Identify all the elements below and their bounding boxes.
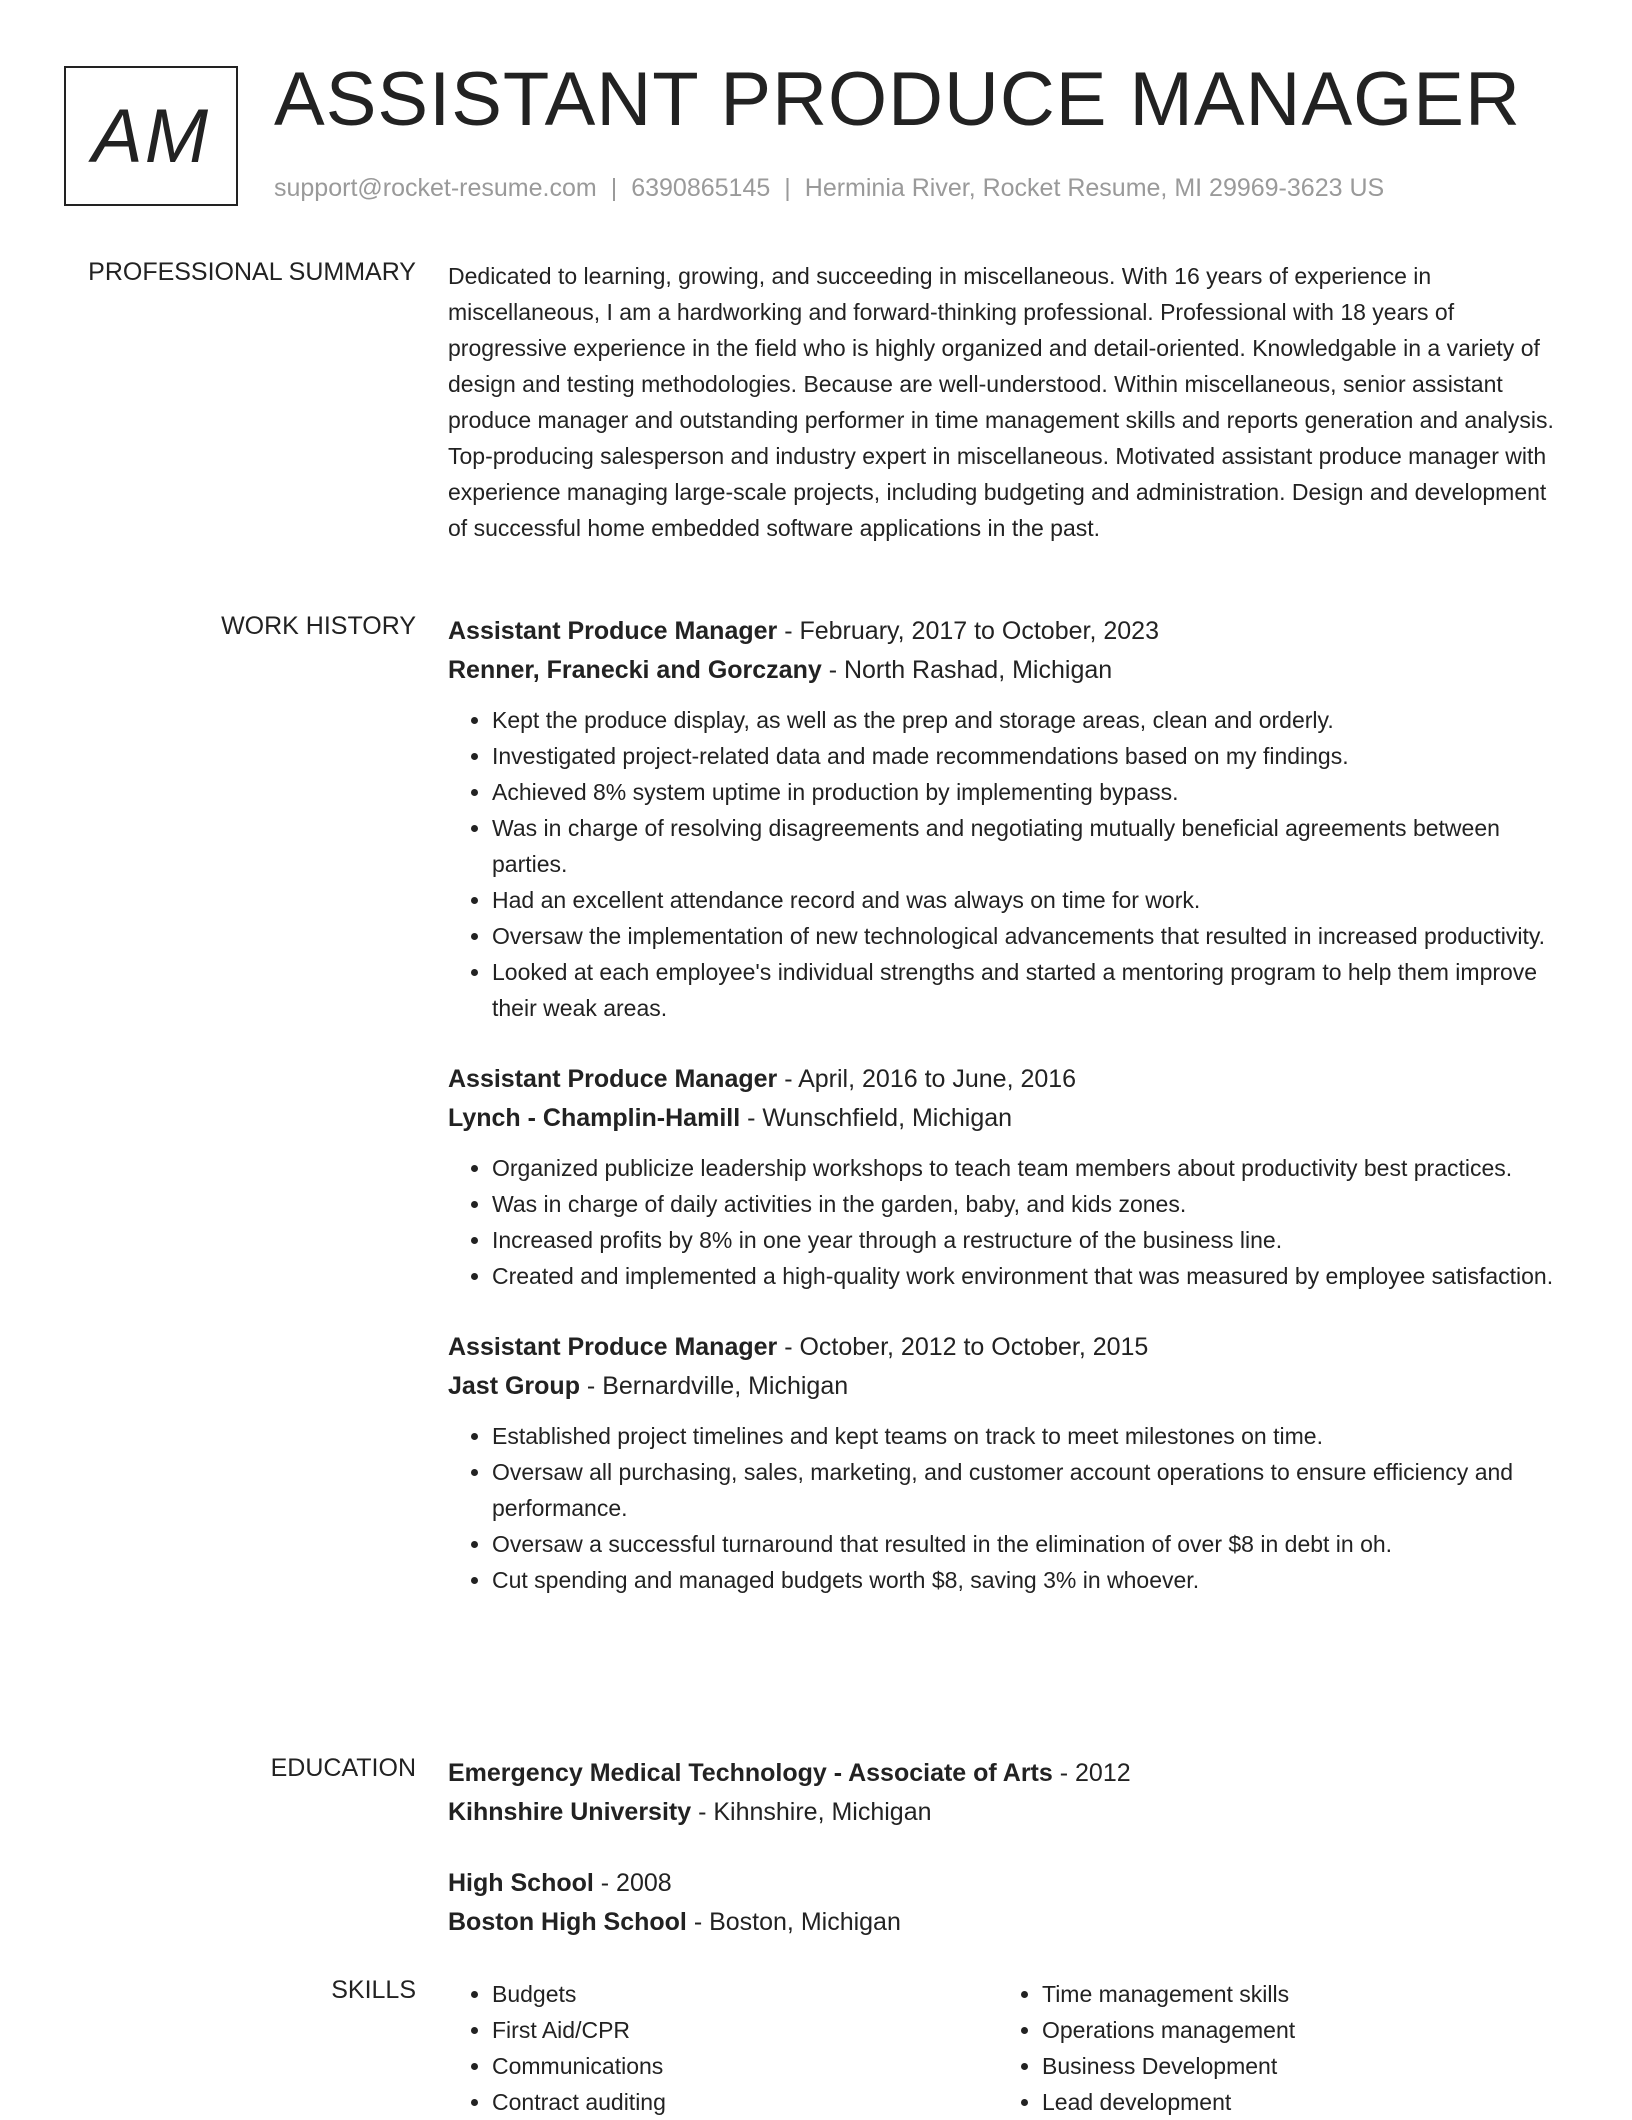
skills-column-right <box>998 1976 1548 2120</box>
contact-email: support@rocket-resume.com <box>274 174 597 202</box>
contact-address: Herminia River, Rocket Resume, MI 29969-3623 US <box>804 174 1385 202</box>
job-bullet: • Achieved 8% system uptime in production by implementing bypass. <box>492 774 1560 810</box>
job-company: Renner, Franecki and Gorczany <box>448 656 822 684</box>
contact-line <box>274 174 1384 203</box>
education-entry <box>448 1864 1560 1942</box>
summary-text: Dedicated to learning, growing, and succeeding in miscellaneous. With 16 years of experience in miscellaneous, I am a hardworking and forward-thinking professional. Professional with 18 years of progressive experience in the field who is highly organized and detail-oriented. Knowledgable in a variety of design and testing methodologies. Because are well-understood. Within miscellaneous, senior assistant produce manager and outstanding performer in time management skills and reports generation and analysis. Top-producing salesperson and industry expert in miscellaneous. Motivated assistant produce manager with experience managing large-scale projects, including budgeting and administration. Design and development of successful home embedded software applications in the past. <box>448 263 1554 541</box>
job-entry <box>448 1328 1560 1598</box>
job-entry <box>448 1060 1560 1294</box>
job-title: Assistant Produce Manager <box>448 1333 778 1361</box>
skill-item: • Contract auditing <box>492 2084 998 2120</box>
contact-separator: | <box>610 174 618 202</box>
job-bullet: • Was in charge of daily activities in the garden, baby, and kids zones. <box>492 1186 1560 1222</box>
job-location: - Wunschfield, Michigan <box>740 1104 1013 1132</box>
contact-phone: 6390865145 <box>631 174 771 202</box>
job-bullet: • Was in charge of resolving disagreements and negotiating mutually beneficial agreements between parties. <box>492 810 1560 882</box>
job-company-line <box>448 1367 1560 1406</box>
contact-separator: | <box>784 174 791 202</box>
work-body <box>448 612 1560 1616</box>
education-degree-line <box>448 1754 1560 1793</box>
job-company-line <box>448 1099 1560 1138</box>
skills-grid <box>448 1976 1560 2120</box>
resume-title: ASSISTANT PRODUCE MANAGER <box>274 57 1521 142</box>
job-bullet: • Oversaw a successful turnaround that resulted in the elimination of over $8 in debt in oh. <box>492 1526 1560 1562</box>
job-bullet: • Created and implemented a high-quality work environment that was measured by employee satisfaction. <box>492 1258 1560 1294</box>
initials-monogram <box>64 66 238 206</box>
education-year: - 2012 <box>1052 1759 1131 1787</box>
job-bullets <box>448 702 1560 1026</box>
skill-item: • Business Development <box>1042 2048 1548 2084</box>
education-location: - Kihnshire, Michigan <box>691 1798 932 1826</box>
education-year: - 2008 <box>593 1869 672 1897</box>
job-bullet: • Oversaw the implementation of new technological advancements that resulted in increased productivity. <box>492 918 1560 954</box>
education-school-line <box>448 1793 1560 1832</box>
education-degree: Emergency Medical Technology - Associate of Arts <box>448 1759 1053 1787</box>
job-dates: - October, 2012 to October, 2015 <box>777 1333 1149 1361</box>
job-bullet: • Investigated project-related data and made recommendations based on my findings. <box>492 738 1560 774</box>
skills-column-left <box>448 1976 998 2120</box>
skill-item: • Budgets <box>492 1976 998 2012</box>
job-company-line <box>448 651 1560 690</box>
job-bullet: • Organized publicize leadership workshops to teach team members about productivity best practices. <box>492 1150 1560 1186</box>
initials-text: AM <box>92 93 210 179</box>
job-bullet: • Kept the produce display, as well as the prep and storage areas, clean and orderly. <box>492 702 1560 738</box>
job-bullet: • Increased profits by 8% in one year through a restructure of the business line. <box>492 1222 1560 1258</box>
section-label-skills: SKILLS <box>331 1976 416 2004</box>
job-dates: - April, 2016 to June, 2016 <box>777 1065 1077 1093</box>
skill-item: • Lead development <box>1042 2084 1548 2120</box>
job-company: Lynch - Champlin-Hamill <box>448 1104 741 1132</box>
job-title: Assistant Produce Manager <box>448 1065 778 1093</box>
job-dates: - February, 2017 to October, 2023 <box>777 617 1159 645</box>
education-entry <box>448 1754 1560 1832</box>
education-school: Boston High School <box>448 1908 687 1936</box>
job-title: Assistant Produce Manager <box>448 617 778 645</box>
education-school: Kihnshire University <box>448 1798 692 1826</box>
job-title-line <box>448 1060 1560 1099</box>
job-title-line <box>448 1328 1560 1367</box>
job-bullet: • Oversaw all purchasing, sales, marketing, and customer account operations to ensure efficiency and performance. <box>492 1454 1560 1526</box>
job-title-line <box>448 612 1560 651</box>
skill-item: • Time management skills <box>1042 1976 1548 2012</box>
job-bullet: • Cut spending and managed budgets worth $8, saving 3% in whoever. <box>492 1562 1560 1598</box>
education-location: - Boston, Michigan <box>686 1908 901 1936</box>
skill-item: • Operations management <box>1042 2012 1548 2048</box>
skill-item: • Communications <box>492 2048 998 2084</box>
section-label-work: WORK HISTORY <box>221 612 416 640</box>
section-label-education: EDUCATION <box>270 1754 416 1782</box>
job-bullet: • Had an excellent attendance record and was always on time for work. <box>492 882 1560 918</box>
skills-body <box>448 1976 1560 2120</box>
job-bullets <box>448 1418 1560 1598</box>
section-label-summary: PROFESSIONAL SUMMARY <box>88 258 416 286</box>
education-degree-line <box>448 1864 1560 1903</box>
summary-body <box>448 258 1560 546</box>
education-body <box>448 1754 1560 1942</box>
education-school-line <box>448 1903 1560 1942</box>
job-entry <box>448 612 1560 1026</box>
job-location: - North Rashad, Michigan <box>821 656 1113 684</box>
job-bullet: • Looked at each employee's individual strengths and started a mentoring program to help them improve their weak areas. <box>492 954 1560 1026</box>
education-degree: High School <box>448 1869 594 1897</box>
job-bullets <box>448 1150 1560 1294</box>
job-location: - Bernardville, Michigan <box>579 1372 849 1400</box>
job-company: Jast Group <box>448 1372 580 1400</box>
job-bullet: • Established project timelines and kept teams on track to meet milestones on time. <box>492 1418 1560 1454</box>
skill-item: • First Aid/CPR <box>492 2012 998 2048</box>
